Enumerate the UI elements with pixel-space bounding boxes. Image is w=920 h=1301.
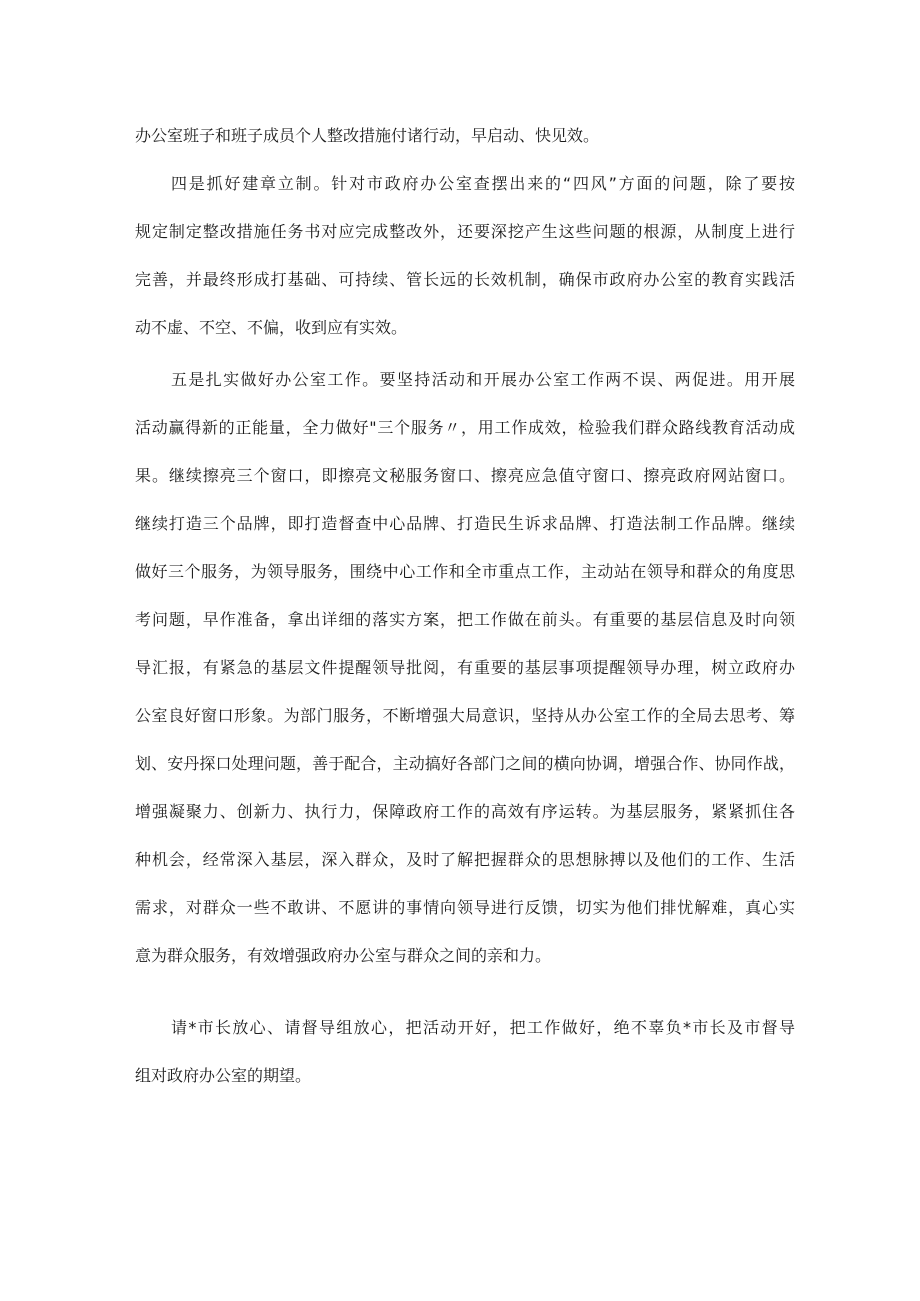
text-line: 考问题，早作准备，拿出详细的落实方案，把工作做在前头。有重要的基层信息及时向领: [135, 610, 795, 629]
text-line: 需求，对群众一些不敢讲、不愿讲的事情向领导进行反馈，切实为他们排忧解难，真心实: [135, 898, 795, 917]
text-line: 请*市长放心、请督导组放心，把活动开好，把工作做好，绝不辜负*市长及市督导: [171, 1018, 795, 1037]
text-line: 划、安丹探口处理问题，善于配合，主动搞好各部门之间的横向协调，增强合作、协同作战，: [135, 754, 795, 773]
text-line: 种机会，经常深入基层，深入群众，及时了解把握群众的思想脉搏以及他们的工作、生活: [135, 850, 795, 869]
text-line: 增强凝聚力、创新力、执行力，保障政府工作的高效有序运转。为基层服务，紧紧抓住各: [135, 802, 795, 821]
text-line: 办公室班子和班子成员个人整改措施付诸行动，早启动、快见效。: [135, 126, 600, 145]
text-line: 继续打造三个品牌，即打造督查中心品牌、打造民生诉求品牌、打造法制工作品牌。继续: [135, 514, 795, 533]
text-line: 公室良好窗口形象。为部门服务，不断增强大局意识，坚持从办公室工作的全局去思考、筹: [135, 706, 795, 725]
paragraph-point-four: [135, 160, 795, 352]
text-line: 意为群众服务，有效增强政府办公室与群众之间的亲和力。: [135, 946, 552, 965]
text-line: 果。继续擦亮三个窗口，即擦亮文秘服务窗口、擦亮应急值守窗口、擦亮政府网站窗口。: [135, 466, 795, 485]
text-line: 四是抓好建章立制。针对市政府办公室查摆出来的“四风”方面的问题，除了要按: [171, 174, 795, 193]
text-line: 五是扎实做好办公室工作。要坚持活动和开展办公室工作两不误、两促进。用开展: [171, 370, 795, 389]
text-line: 动不虚、不空、不偏，收到应有实效。: [135, 318, 408, 337]
paragraph-continuation: [135, 112, 795, 160]
paragraph-closing: [135, 1004, 795, 1100]
text-line: 规定制定整改措施任务书对应完成整改外，还要深挖产生这些问题的根源，从制度上进行: [135, 222, 795, 241]
text-line: 组对政府办公室的期望。: [135, 1066, 312, 1085]
text-line: 做好三个服务，为领导服务，围绕中心工作和全市重点工作，主动站在领导和群众的角度思: [135, 562, 795, 581]
text-line: 导汇报，有紧急的基层文件提醒领导批阅，有重要的基层事项提醒领导办理，树立政府办: [135, 658, 795, 677]
text-line: 完善，并最终形成打基础、可持续、管长远的长效机制，确保市政府办公室的教育实践活: [135, 270, 795, 289]
text-line: 活动赢得新的正能量，全力做好"三个服务〃，用工作成效，检验我们群众路线教育活动成: [135, 418, 795, 437]
paragraph-point-five: [135, 356, 795, 980]
